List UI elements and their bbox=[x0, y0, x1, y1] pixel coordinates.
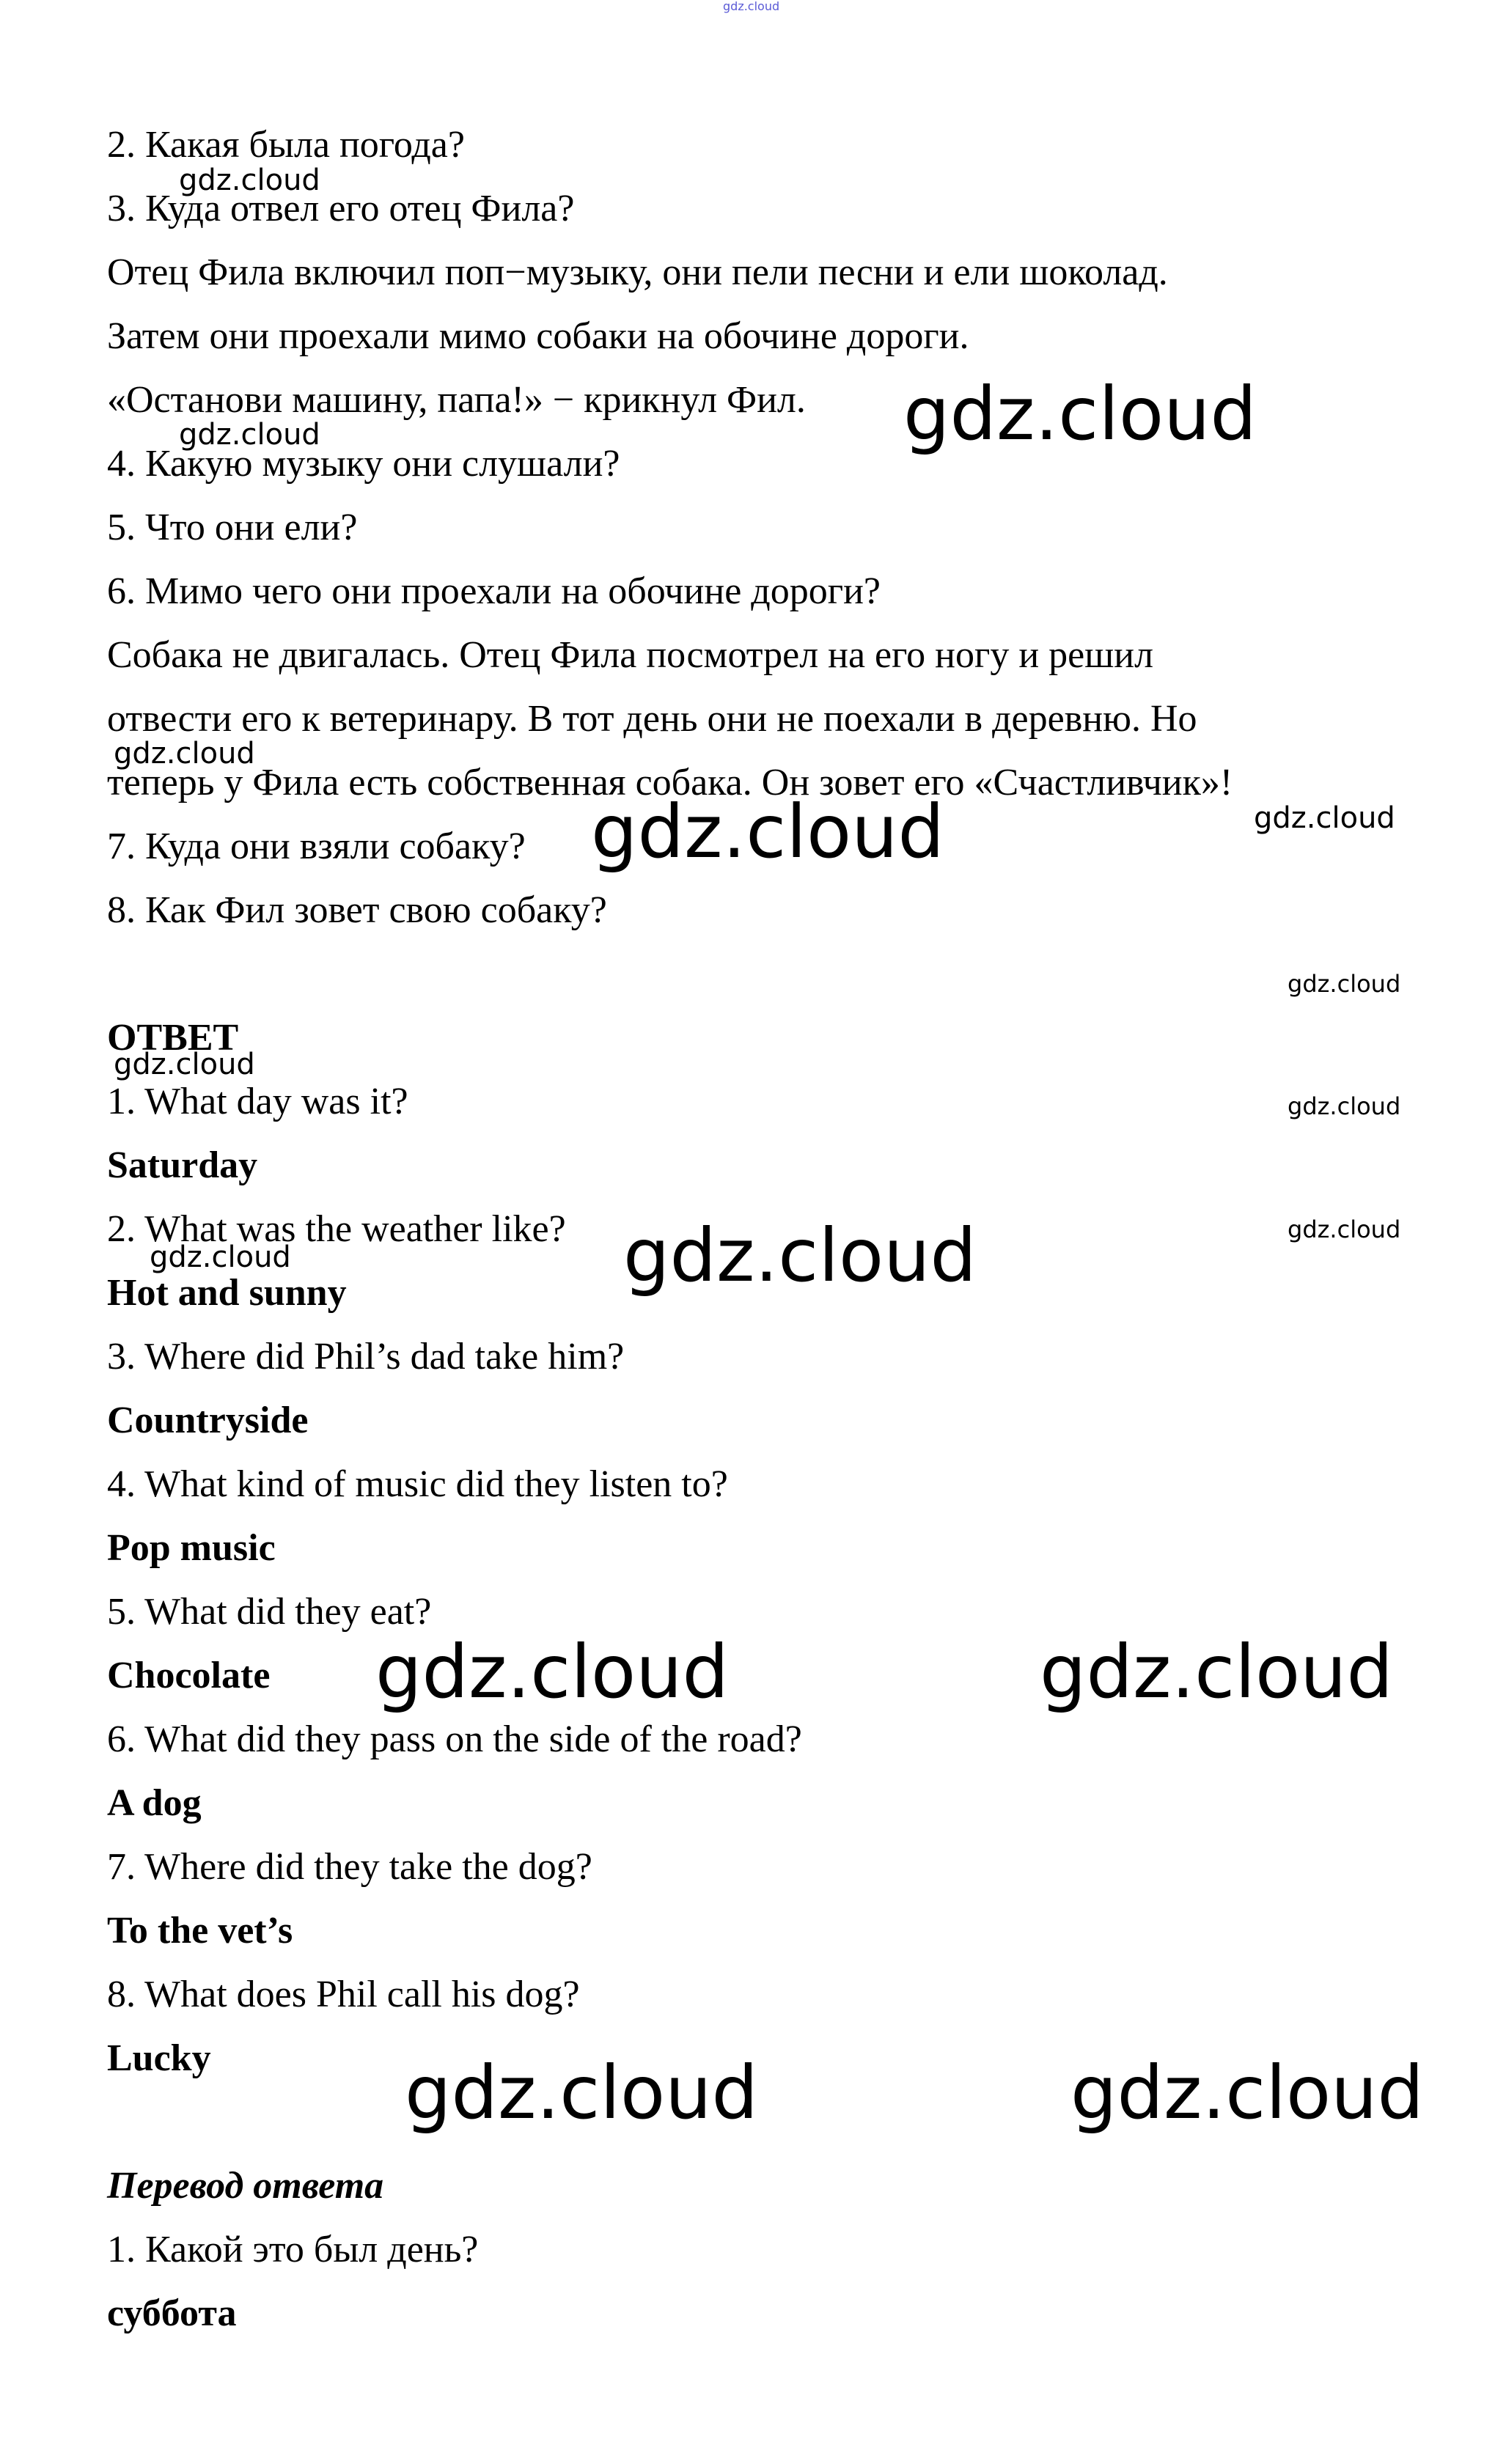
watermark: gdz.cloud bbox=[1288, 970, 1401, 998]
text-line: отвести его к ветеринару. В тот день они не поехали в деревню. Но bbox=[107, 698, 1197, 740]
text-line: 5. Что они ели? bbox=[107, 507, 358, 548]
watermark: gdz.cloud bbox=[1040, 1629, 1394, 1715]
text-line: 2. Какая была погода? bbox=[107, 124, 465, 166]
text-line: 7. Куда они взяли собаку? bbox=[107, 825, 526, 867]
answer-line: Saturday bbox=[107, 1144, 258, 1186]
answer-line: Pop music bbox=[107, 1527, 276, 1569]
watermark: gdz.cloud bbox=[623, 1213, 977, 1298]
translation-answer: суббота bbox=[107, 2292, 237, 2334]
watermark: gdz.cloud bbox=[179, 418, 320, 452]
watermark: gdz.cloud bbox=[1254, 801, 1395, 835]
text-line: Отец Фила включил поп−музыку, они пели песни и ели шоколад. bbox=[107, 251, 1168, 293]
question-line: 6. What did they pass on the side of the road? bbox=[107, 1718, 802, 1760]
question-line: 7. Where did they take the dog? bbox=[107, 1846, 592, 1888]
translation-question: 1. Какой это был день? bbox=[107, 2229, 479, 2270]
question-line: 2. What was the weather like? bbox=[107, 1208, 566, 1250]
translation-heading: Перевод ответа bbox=[107, 2165, 384, 2207]
text-line: Собака не двигалась. Отец Фила посмотрел на его ногу и решил bbox=[107, 634, 1154, 676]
watermark: gdz.cloud bbox=[591, 789, 945, 875]
question-line: 5. What did they eat? bbox=[107, 1591, 432, 1633]
answer-line: Lucky bbox=[107, 2037, 211, 2079]
answer-heading: ОТВЕТ bbox=[107, 1017, 239, 1059]
watermark: gdz.cloud bbox=[114, 737, 255, 771]
answer-line: Hot and sunny bbox=[107, 1272, 347, 1314]
question-line: 4. What kind of music did they listen to? bbox=[107, 1463, 728, 1505]
answer-line: To the vet’s bbox=[107, 1910, 293, 1952]
watermark: gdz.cloud bbox=[903, 371, 1257, 457]
question-line: 8. What does Phil call his dog? bbox=[107, 1974, 580, 2015]
watermark: gdz.cloud bbox=[114, 1048, 255, 1081]
watermark: gdz.cloud bbox=[1070, 2050, 1425, 2136]
watermark: gdz.cloud bbox=[179, 163, 320, 197]
watermark: gdz.cloud bbox=[375, 1629, 730, 1715]
text-line: 4. Какую музыку они слушали? bbox=[107, 443, 620, 485]
watermark: gdz.cloud bbox=[150, 1240, 291, 1274]
answer-line: Countryside bbox=[107, 1400, 309, 1441]
watermark-top: gdz.cloud bbox=[723, 0, 780, 13]
text-line: теперь у Фила есть собственная собака. Он зовет его «Счастливчик»! bbox=[107, 762, 1233, 803]
text-line: 6. Мимо чего они проехали на обочине дороги? bbox=[107, 570, 881, 612]
text-line: 8. Как Фил зовет свою собаку? bbox=[107, 889, 607, 931]
watermark: gdz.cloud bbox=[1288, 1092, 1401, 1120]
watermark: gdz.cloud bbox=[1288, 1216, 1401, 1243]
text-line: 3. Куда отвел его отец Фила? bbox=[107, 188, 575, 229]
text-line: Затем они проехали мимо собаки на обочине дороги. bbox=[107, 315, 969, 357]
text-line: «Останови машину, папа!» − крикнул Фил. bbox=[107, 379, 806, 421]
question-line: 1. What day was it? bbox=[107, 1081, 408, 1122]
watermark: gdz.cloud bbox=[405, 2050, 759, 2136]
answer-line: A dog bbox=[107, 1782, 202, 1824]
question-line: 3. Where did Phil’s dad take him? bbox=[107, 1336, 625, 1378]
answer-line: Chocolate bbox=[107, 1655, 271, 1696]
